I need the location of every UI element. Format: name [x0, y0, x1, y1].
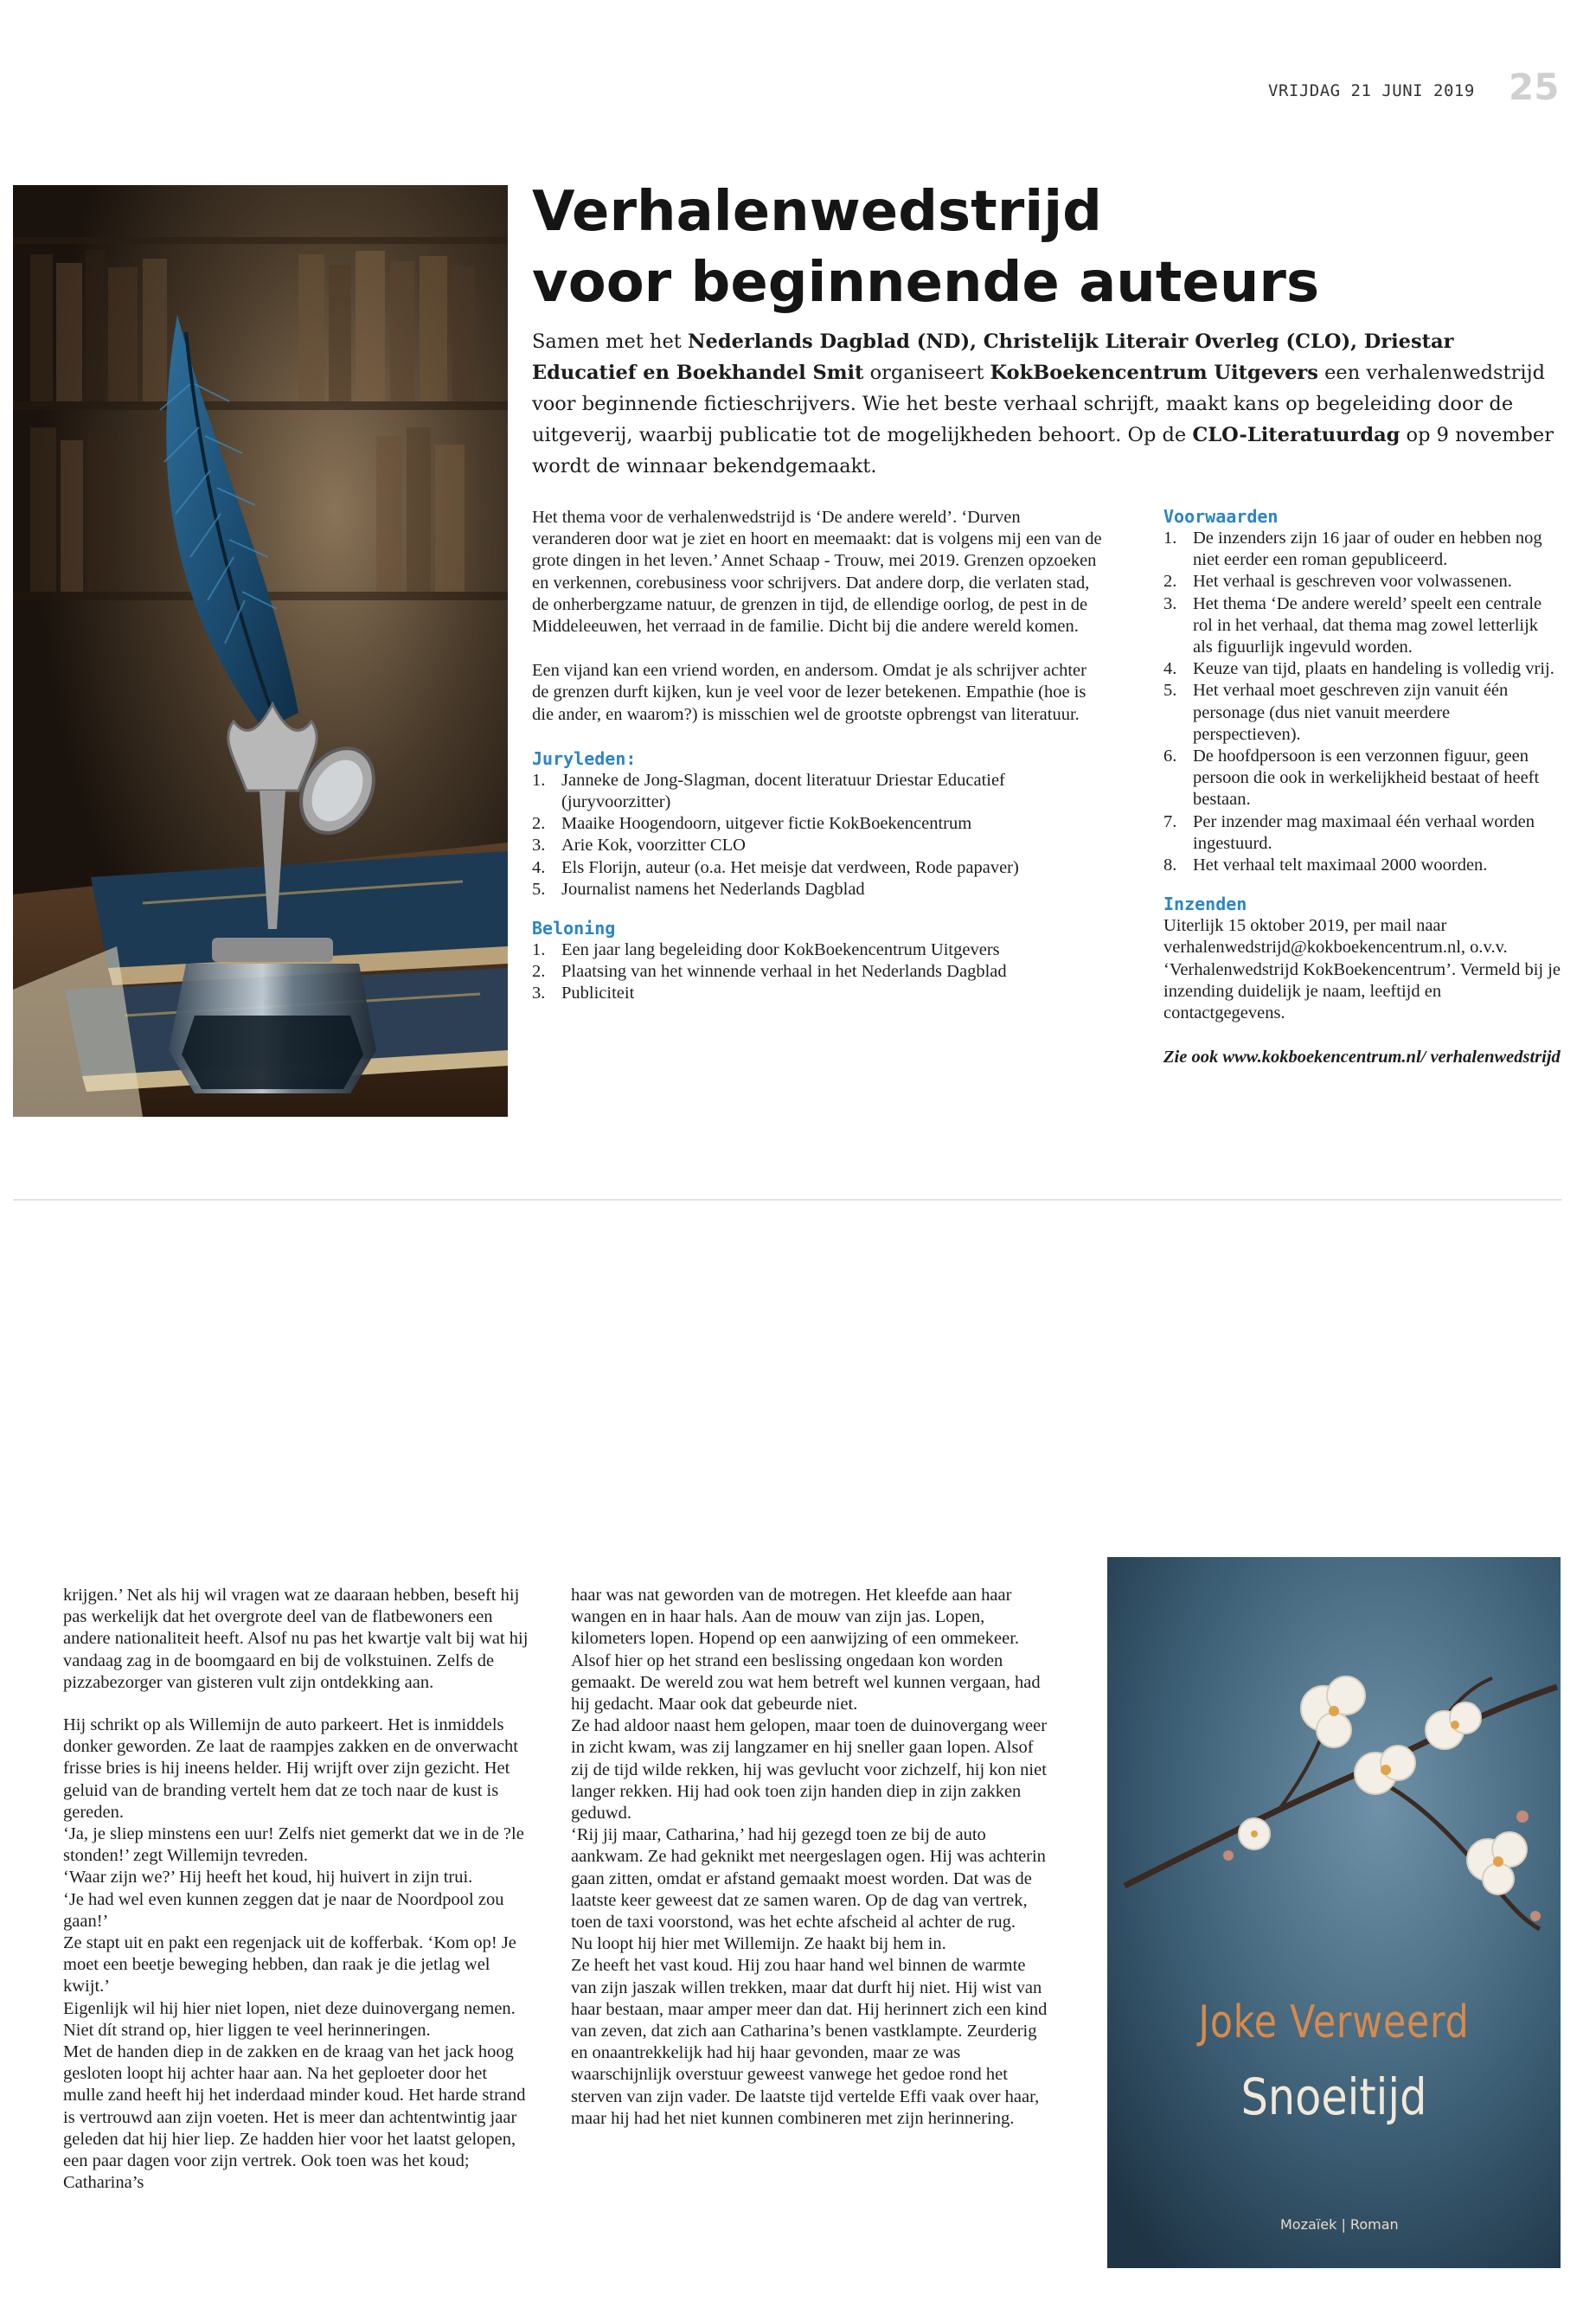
story-paragraph: ‘Ja, je sliep minstens een uur! Zelfs niet gemerkt dat we in de ?le stonden!’ zegt Willemijn tevreden.: [63, 1824, 524, 1866]
story-paragraph: haar was nat geworden van de motregen. Het kleefde aan haar wangen en in haar hals. Aan de mouw van zijn jas. Lopen, kilometers lopen. Hopend op een aanwijzing of een ommekeer. Alsof hier op het strand een beslissing ongedaan kon worden gemaakt. De wereld zou wat hem betreft wel kunnen vergaan, had hij gedacht. Maar ook dat gebeurde niet.: [571, 1586, 1041, 1715]
jury-list: [532, 770, 1103, 901]
jury-heading: Juryleden:: [532, 747, 637, 769]
list-item: 2. Plaatsing van het winnende verhaal in het Nederlands Dagblad: [532, 962, 1007, 982]
intro-bold-2: KokBoekencentrum Uitgevers: [990, 362, 1318, 384]
intro-text-2: organiseert: [863, 362, 990, 384]
list-item: 3. Het thema ‘De andere wereld’ speelt een centrale rol in het verhaal, dat thema mag zowel letterlijk als figuurlijk ingevuld worden.: [1163, 593, 1542, 657]
intro-bold-3: CLO-Literatuurdag: [1192, 424, 1401, 446]
intro-bold-1: Nederlands Dagblad (ND), Christelijk Literair Overleg (CLO), Driestar Educatief en Boekhandel Smit: [532, 330, 1454, 384]
list-item: 4. Els Florijn, auteur (o.a. Het meisje dat verdween, Rode papaver): [532, 857, 1019, 877]
book-author: Joke Verweerd: [1198, 1997, 1470, 2048]
quill-ink-photo: [13, 185, 508, 1117]
list-item: 1. De inzenders zijn 16 jaar of ouder en hebben nog niet eerder een roman gepubliceerd.: [1163, 529, 1542, 570]
article-intro: [532, 326, 1561, 482]
reward-heading: Beloning: [532, 918, 616, 939]
article-column-right: [1163, 506, 1561, 1068]
story-paragraph: Ze heeft het vast koud. Hij zou haar hand wel binnen de warmte van zijn jaszak willen trekken, maar dat durft hij niet. Hij wist van haar bestaan, maar amper meer dan dat. Hij herinnert zich een kind van zeven, dat zich aan Catharina’s benen vastklampte. Zeurderig en onaantrekkelijk had hij haar gevonden, maar ze was waarschijnlijk overstuur geweest vanwege het gedoe rond het sterven van zijn vader. De laatste tijd vertelde Effi vaak over haar, maar hij had het niet kunnen combineren met zijn herinnering.: [571, 1956, 1048, 2128]
list-item: 4. Keuze van tijd, plaats en handeling is volledig vrij.: [1163, 659, 1554, 679]
story-paragraph: ‘Je had wel even kunnen zeggen dat je naar de Noordpool zou gaan!’: [63, 1889, 504, 1931]
page-date: VRIJDAG 21 JUNI 2019: [1268, 81, 1475, 100]
story-paragraph: Eigenlijk wil hij hier niet lopen, niet deze duinovergang nemen. Niet dít strand op, hier liggen te veel herinneringen.: [63, 1998, 516, 2040]
story-paragraph: ‘Rij jij maar, Catharina,’ had hij gezegd toen ze bij de auto aankwam. Ze had geknikt met neergeslagen ogen. Hij was achterin gaan zitten, omdat er afstand gemaakt moest worden. Dat was de laatste keer geweest dat ze samen waren. Op de dag van vertrek, toen de taxi voorstond, was het echte afscheid al achter de rug.: [571, 1825, 1046, 1932]
list-item: 1. Een jaar lang begeleiding door KokBoekencentrum Uitgevers: [532, 940, 1000, 960]
list-item: 5. Journalist namens het Nederlands Dagblad: [532, 879, 865, 899]
list-item: 3. Arie Kok, voorzitter CLO: [532, 836, 746, 856]
intro-text-3: een verhalenwedstrijd voor beginnende fictieschrijvers. Wie het beste verhaal schrijft, maakt kans op begeleiding door de uitgeverij, waarbij publicatie tot de mogelijkheden behoort. Op de: [532, 362, 1545, 446]
list-item: 6. De hoofdpersoon is een verzonnen figuur, geen persoon die ook in werkelijkheid bestaat of heeft bestaan.: [1163, 747, 1540, 810]
section-divider: [13, 1199, 1561, 1201]
headline-line-2: voor beginnende auteurs: [532, 251, 1320, 315]
book-cover: [1107, 1557, 1561, 2268]
conditions-heading: Voorwaarden: [1163, 506, 1279, 527]
list-item: 8. Het verhaal telt maximaal 2000 woorden.: [1163, 856, 1488, 875]
story-paragraph: Met de handen diep in de zakken en de kraag van het jack hoog gesloten loopt hij achter haar aan. Na het geploeter door het mulle zand heeft hij het inderdaad minder koud. Het harde strand is vertrouwd aan zijn voeten. Het is meer dan achtentwintig jaar geleden dat hij hier liep. Ze hadden hier voor het laatst gelopen, een paar dagen voor zijn vertrek. Ook toen was het koud; Catharina’s: [63, 2042, 526, 2193]
submit-heading: Inzenden: [1163, 894, 1247, 915]
list-item: 2. Het verhaal is geschreven voor volwassenen.: [1163, 572, 1512, 592]
book-publisher: Mozaïek | Roman: [1280, 2216, 1399, 2233]
story-paragraph: Nu loopt hij hier met Willemijn. Ze haakt bij hem in.: [571, 1934, 946, 1954]
list-item: 5. Het verhaal moet geschreven zijn vanuit één personage (dus niet vanuit meerdere perspectieven).: [1163, 681, 1509, 744]
conditions-list: [1163, 528, 1561, 876]
see-also-link[interactable]: Zie ook www.kokboekencentrum.nl/ verhalenwedstrijd: [1163, 1048, 1561, 1067]
intro-text-1: Samen met het: [532, 330, 688, 353]
list-item: 7. Per inzender mag maximaal één verhaal worden ingestuurd.: [1163, 811, 1535, 853]
story-paragraph: Ze had aldoor naast hem gelopen, maar toen de duinovergang weer in zicht kwam, was zij langzamer en hij sneller gaan lopen. Alsof zij de tijd wilde rekken, hij was gevlucht voor zichzelf, hij kon niet langer rekken. Hij had ook toen zijn handen diep in zijn zakken geduwd.: [571, 1716, 1048, 1823]
reward-list: [532, 939, 1103, 1005]
book-title: Snoeitijd: [1240, 2067, 1427, 2126]
theme-paragraph-1: Het thema voor de verhalenwedstrijd is ‘De andere wereld’. ‘Durven veranderen door wat je ziet en hoort en meemaakt: dat is volgens mij een van de grote dingen in het leven.’ Annet Schaap - Trouw, mei 2019. Grenzen opzoeken en verkennen, corebusiness voor schrijvers. Dat andere dorp, die verlaten stad, de onherbergzame natuur, de grenzen in tijd, de ellendige oorlog, de pest in de Middeleeuwen, het verraad in de familie. Dicht bij die andere wereld komen.: [532, 508, 1102, 637]
story-column-1: [63, 1585, 530, 2194]
page-number: 25: [1509, 66, 1560, 108]
list-item: 3. Publiciteit: [532, 984, 635, 1003]
intro-text-4: op 9 november wordt de winnaar bekendgemaakt.: [532, 424, 1554, 478]
story-paragraph: Ze stapt uit en pakt een regenjack uit de kofferbak. ‘Kom op! Je moet een beetje beweging hebben, dan raak je die jetlag wel kwijt.’: [63, 1933, 516, 1997]
story-paragraph: ‘Waar zijn we?’ Hij heeft het koud, hij huivert in zijn trui.: [63, 1868, 473, 1888]
story-paragraph: krijgen.’ Net als hij wil vragen wat ze daaraan hebben, beseft hij pas werkelijk dat het overgrote deel van de flatbewoners een andere nationaliteit heeft. Alsof nu pas het kwartje valt bij wat hij vandaag zag in de boomgaard en bij de volkstuinen. Zelfs de pizzabezorger van gisteren vult zijn ontdekking aan.: [63, 1586, 529, 1692]
article-column-left: [532, 507, 1103, 1005]
story-column-2: [571, 1585, 1055, 2130]
article-headline: [532, 176, 1553, 318]
list-item: 2. Maaike Hoogendoorn, uitgever fictie KokBoekencentrum: [532, 814, 972, 834]
headline-line-1: Verhalenwedstrijd: [532, 180, 1102, 244]
list-item: 1. Janneke de Jong-Slagman, docent literatuur Driestar Educatief (juryvoorzitter): [532, 770, 1005, 812]
story-paragraph: Hij schrikt op als Willemijn de auto parkeert. Het is inmiddels donker geworden. Ze laat de raampjes zakken en de onverwacht frisse bries is hij ineens helder. Hij wrijft over zijn gezicht. Het geluid van de branding vertelt hem dat ze toch naar de kust is gereden.: [63, 1715, 518, 1822]
submit-text: Uiterlijk 15 oktober 2019, per mail naar verhalenwedstrijd@kokboekencentrum.nl, o.v.v. ‘Verhalenwedstrijd KokBoekencentrum’. Vermeld bij je inzending duidelijk je naam, leeftijd en contactgegevens.: [1163, 916, 1561, 1023]
theme-paragraph-2: Een vijand kan een vriend worden, en andersom. Omdat je als schrijver achter de grenzen durft kijken, kun je veel voor de lezer betekenen. Empathie (hoe is die ander, en waarom?) is misschien wel de grootste opbrengst van literatuur.: [532, 661, 1086, 724]
